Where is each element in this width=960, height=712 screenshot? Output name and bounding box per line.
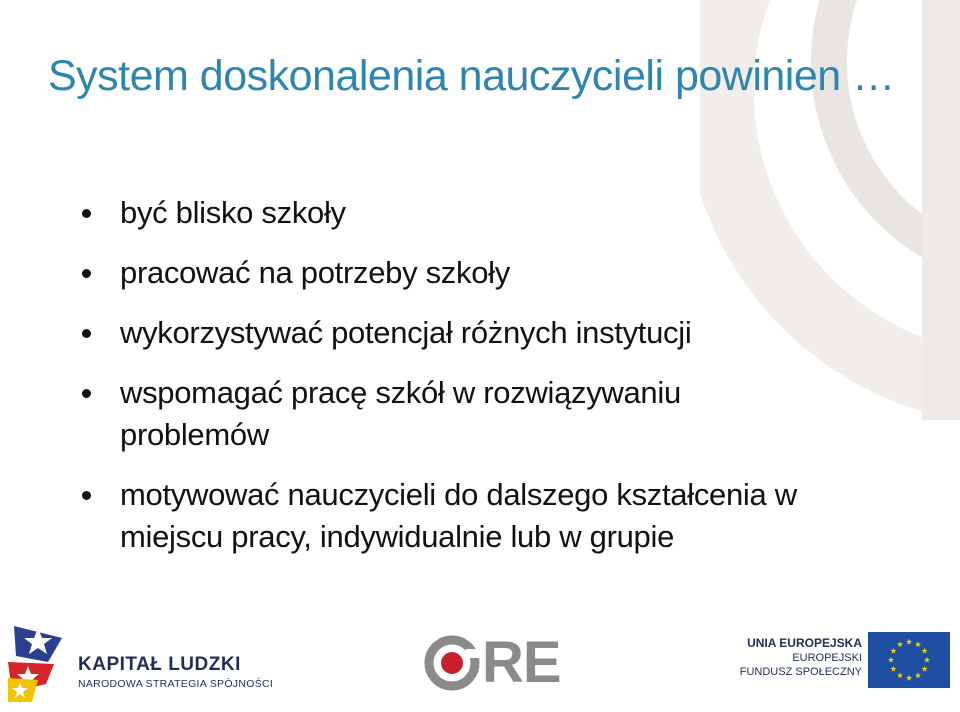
list-item [80, 474, 880, 558]
eu-flag-icon [868, 632, 950, 688]
kapital-ludzki-title: KAPITAŁ LUDZKI [78, 654, 241, 675]
list-item-text: być blisko szkoły [120, 195, 346, 230]
ore-logo [422, 632, 562, 694]
kapital-ludzki-logo-icon [8, 618, 70, 702]
efs-label-1: EUROPEJSKI [792, 652, 862, 664]
kapital-ludzki-logo [8, 616, 288, 706]
bullet-icon [82, 329, 91, 338]
list-item-text: pracować na potrzeby szkoły [120, 255, 510, 290]
list-item-text: motywować nauczycieli do dalszego kształcenia w miejscu pracy, indywidualnie lub w grupie [120, 477, 797, 554]
bullet-icon [82, 491, 91, 500]
bullet-icon [82, 389, 91, 398]
bullet-list [80, 192, 880, 576]
footer-logos [0, 612, 960, 712]
eu-logo [740, 632, 960, 702]
eu-label: UNIA EUROPEJSKA [747, 636, 862, 650]
efs-label-2: FUNDUSZ SPOŁECZNY [739, 666, 862, 678]
kapital-ludzki-subtitle: NARODOWA STRATEGIA SPÓJNOŚCI [78, 678, 274, 690]
bullet-icon [82, 209, 91, 218]
slide-title: System doskonalenia nauczycieli powinien … [48, 52, 895, 100]
list-item [80, 312, 880, 354]
list-item [80, 252, 880, 294]
ore-logo-text: RE [482, 630, 561, 695]
list-item-text: wykorzystywać potencjał różnych instytucji [120, 315, 692, 350]
list-item [80, 192, 880, 234]
list-item-text: wspomagać pracę szkół w rozwiązywaniu problemów [120, 375, 681, 452]
list-item [80, 372, 880, 456]
ore-logo-icon [422, 633, 482, 693]
bullet-icon [82, 269, 91, 278]
